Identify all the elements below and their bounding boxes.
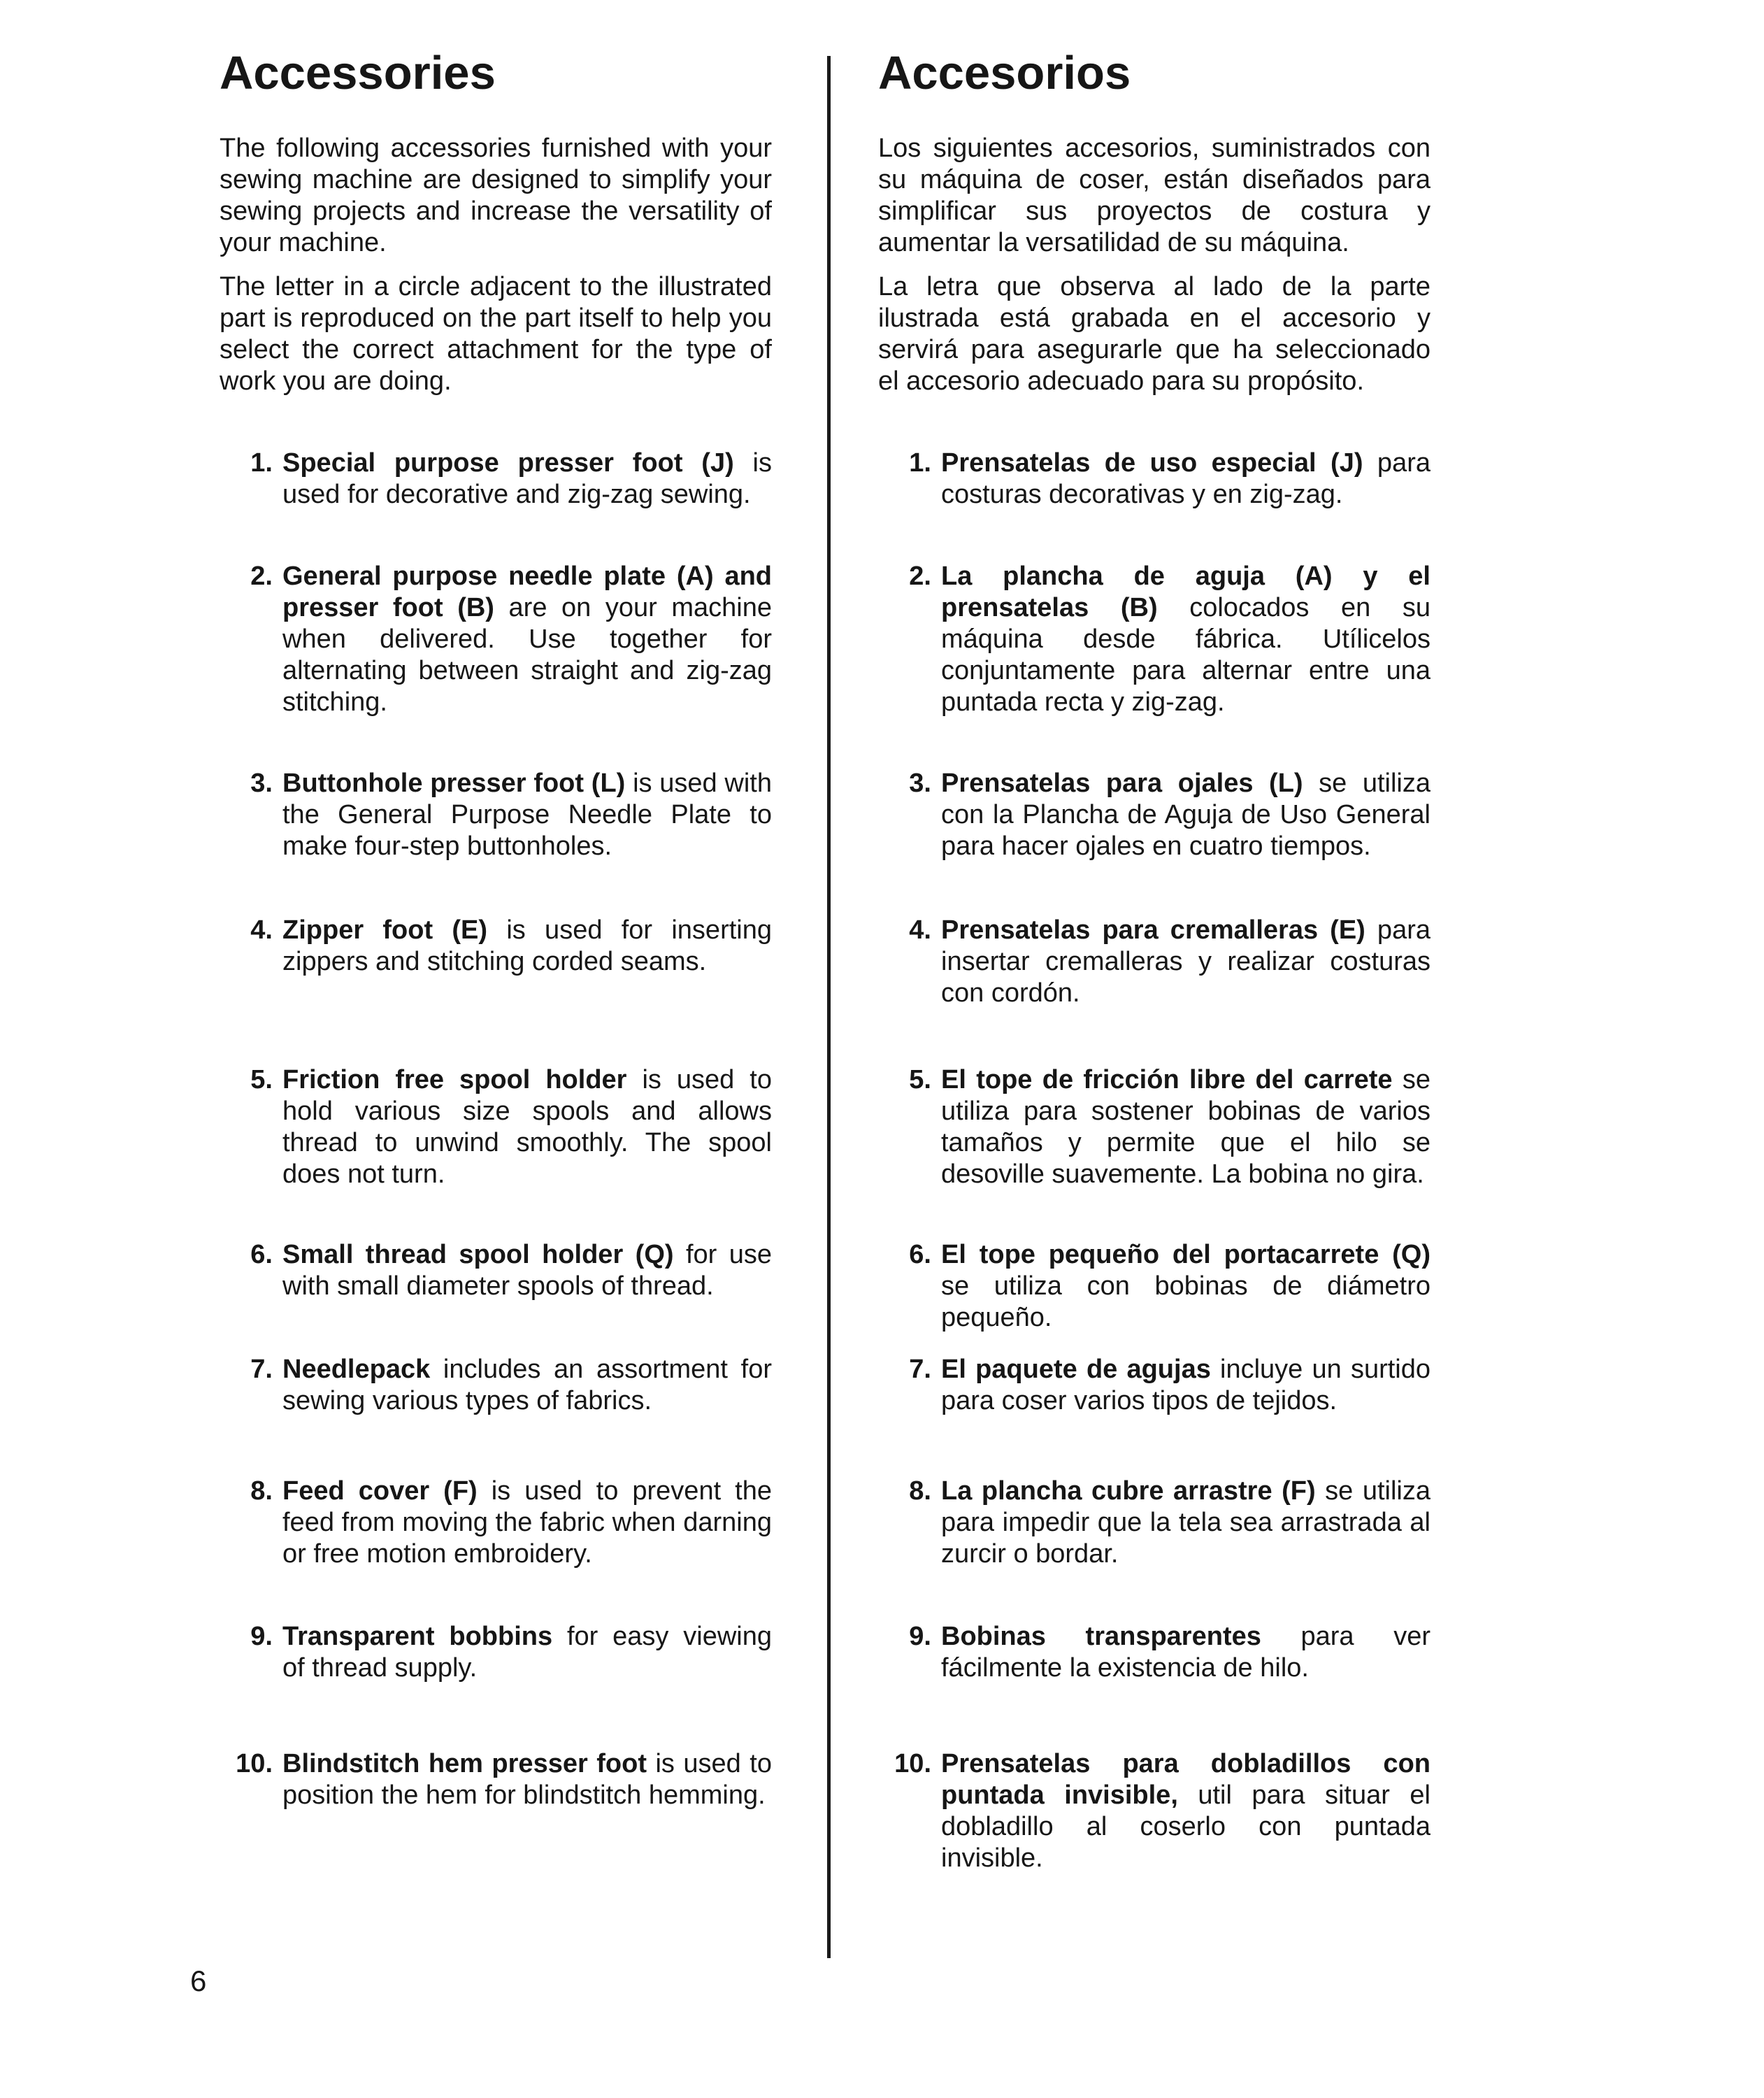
item-term: Needlepack bbox=[282, 1355, 431, 1384]
item-number: 7. bbox=[909, 1355, 931, 1384]
item-term: El tope de fricción libre del carrete bbox=[941, 1065, 1393, 1094]
item-description bbox=[931, 1064, 1430, 1190]
item-number: 7. bbox=[250, 1355, 273, 1384]
item-number: 9. bbox=[250, 1622, 273, 1651]
item-term: El tope pequeño del portacarrete (Q) bbox=[941, 1240, 1430, 1269]
item-description bbox=[931, 1476, 1430, 1570]
list-item bbox=[878, 1354, 1430, 1417]
item-term: Blindstitch hem presser foot bbox=[282, 1749, 647, 1778]
english-intro-paragraph: The following accessories furnished with your sewing machine are designed to simplify your sewing projects and increase the versatility of your machine. bbox=[220, 134, 772, 257]
spanish-heading: Accesorios bbox=[878, 47, 1131, 99]
item-term: La plancha cubre arrastre (F) bbox=[941, 1476, 1316, 1506]
item-description bbox=[273, 448, 772, 511]
item-term: Prensatelas para ojales (L) bbox=[941, 769, 1303, 798]
item-term: Transparent bobbins bbox=[282, 1622, 553, 1651]
item-description bbox=[273, 1239, 772, 1302]
item-number: 6. bbox=[250, 1240, 273, 1269]
item-description bbox=[931, 1354, 1430, 1417]
item-text: para ver fácilmente la existencia de hilo. bbox=[941, 1622, 1430, 1683]
list-item bbox=[220, 1239, 772, 1302]
item-number: 3. bbox=[909, 769, 931, 798]
list-item bbox=[878, 1476, 1430, 1570]
list-item bbox=[220, 915, 772, 978]
item-number: 4. bbox=[250, 915, 273, 945]
item-description bbox=[931, 561, 1430, 718]
list-item bbox=[878, 1064, 1430, 1190]
item-description bbox=[273, 915, 772, 978]
spanish-column bbox=[878, 42, 1430, 410]
item-description bbox=[273, 1064, 772, 1190]
item-number: 3. bbox=[250, 769, 273, 798]
list-item bbox=[220, 561, 772, 718]
list-item bbox=[220, 1748, 772, 1811]
item-text: is used for inserting zippers and stitching corded seams. bbox=[282, 915, 772, 976]
list-item bbox=[220, 1064, 772, 1190]
list-item bbox=[220, 1354, 772, 1417]
list-item bbox=[878, 1748, 1430, 1874]
item-term: Prensatelas de uso especial (J) bbox=[941, 448, 1363, 478]
item-description bbox=[931, 1239, 1430, 1334]
list-item bbox=[878, 1621, 1430, 1684]
item-description bbox=[273, 1621, 772, 1684]
item-text: for use with small diameter spools of thread. bbox=[282, 1240, 772, 1301]
item-text: se utiliza con la Plancha de Aguja de Uso General para hacer ojales en cuatro tiempos. bbox=[941, 769, 1430, 861]
list-item bbox=[878, 561, 1430, 718]
item-description bbox=[931, 448, 1430, 511]
item-text: se utiliza con bobinas de diámetro pequeño. bbox=[941, 1271, 1430, 1332]
item-term: Feed cover (F) bbox=[282, 1476, 478, 1506]
item-text: includes an assortment for sewing various types of fabrics. bbox=[282, 1355, 772, 1415]
item-term: La plancha de aguja (A) y el prensatelas (B) bbox=[941, 562, 1430, 622]
list-item bbox=[220, 1621, 772, 1684]
item-description bbox=[273, 1748, 772, 1811]
item-description bbox=[273, 768, 772, 862]
list-item bbox=[220, 448, 772, 511]
item-term: Special purpose presser foot (J) bbox=[282, 448, 734, 478]
item-text: is used to position the hem for blindstitch hemming. bbox=[282, 1749, 772, 1810]
item-text: colocados en su máquina desde fábrica. Utílicelos conjuntamente para alternar entre una puntada recta y zig-zag. bbox=[941, 593, 1430, 717]
item-description bbox=[931, 1621, 1430, 1684]
item-text: for easy viewing of thread supply. bbox=[282, 1622, 773, 1683]
spanish-intro-paragraph: La letra que observa al lado de la parte ilustrada está grabada en el accesorio y servirá para asegurarle que ha seleccionado el accesorio adecuado para su propósito. bbox=[878, 272, 1430, 396]
item-description bbox=[273, 1354, 772, 1417]
list-item bbox=[878, 1239, 1430, 1334]
list-item bbox=[878, 768, 1430, 862]
item-term: Prensatelas para dobladillos con puntada invisible, bbox=[941, 1749, 1430, 1810]
item-term: El paquete de agujas bbox=[941, 1355, 1211, 1384]
list-item bbox=[220, 1476, 772, 1570]
item-text: are on your machine when delivered. Use together for alternating between straight and zig-zag stitching. bbox=[282, 593, 772, 717]
item-number: 2. bbox=[909, 562, 931, 591]
item-number: 4. bbox=[909, 915, 931, 945]
item-number: 5. bbox=[250, 1065, 273, 1094]
item-number: 6. bbox=[909, 1240, 931, 1269]
item-number: 8. bbox=[250, 1476, 273, 1506]
item-number: 9. bbox=[909, 1622, 931, 1651]
item-term: Buttonhole presser foot (L) bbox=[282, 769, 626, 798]
item-term: Small thread spool holder (Q) bbox=[282, 1240, 674, 1269]
item-description bbox=[273, 561, 772, 718]
item-term: Friction free spool holder bbox=[282, 1065, 627, 1094]
item-description bbox=[273, 1476, 772, 1570]
item-term: General purpose needle plate (A) and presser foot (B) bbox=[282, 562, 772, 622]
item-text: incluye un surtido para coser varios tipos de tejidos. bbox=[941, 1355, 1430, 1415]
item-description bbox=[931, 768, 1430, 862]
item-number: 8. bbox=[909, 1476, 931, 1506]
page-number: 6 bbox=[190, 1964, 207, 1997]
item-text: se utiliza para sostener bobinas de varios tamaños y permite que el hilo se desoville suavemente. La bobina no gira. bbox=[941, 1065, 1430, 1189]
english-column bbox=[220, 42, 772, 410]
item-description bbox=[931, 1748, 1430, 1874]
item-term: Zipper foot (E) bbox=[282, 915, 488, 945]
item-text: is used to prevent the feed from moving the fabric when darning or free motion embroidery. bbox=[282, 1476, 772, 1569]
item-number: 1. bbox=[250, 448, 273, 478]
item-text: para insertar cremalleras y realizar costuras con cordón. bbox=[941, 915, 1430, 1008]
item-number: 10. bbox=[894, 1749, 931, 1778]
item-number: 10. bbox=[236, 1749, 273, 1778]
item-text: para costuras decorativas y en zig-zag. bbox=[941, 448, 1430, 509]
list-item bbox=[878, 448, 1430, 511]
item-number: 2. bbox=[250, 562, 273, 591]
item-description bbox=[931, 915, 1430, 1009]
item-term: Bobinas transparentes bbox=[941, 1622, 1261, 1651]
column-divider bbox=[827, 56, 831, 1958]
english-heading: Accessories bbox=[220, 47, 496, 99]
item-text: is used with the General Purpose Needle Plate to make four-step buttonholes. bbox=[282, 769, 772, 861]
item-text: is used for decorative and zig-zag sewing. bbox=[282, 448, 772, 509]
item-number: 1. bbox=[909, 448, 931, 478]
spanish-intro-paragraph: Los siguientes accesorios, suministrados con su máquina de coser, están diseñados para simplificar sus proyectos de costura y aumentar la versatilidad de su máquina. bbox=[878, 134, 1430, 257]
item-text: is used to hold various size spools and allows thread to unwind smoothly. The spool does not turn. bbox=[282, 1065, 772, 1189]
english-intro-paragraph: The letter in a circle adjacent to the illustrated part is reproduced on the part itself to help you select the correct attachment for the type of work you are doing. bbox=[220, 272, 772, 396]
item-number: 5. bbox=[909, 1065, 931, 1094]
item-text: se utiliza para impedir que la tela sea arrastrada al zurcir o bordar. bbox=[941, 1476, 1430, 1569]
item-term: Prensatelas para cremalleras (E) bbox=[941, 915, 1365, 945]
item-text: util para situar el dobladillo al coserlo con puntada invisible. bbox=[941, 1781, 1430, 1873]
list-item bbox=[220, 768, 772, 862]
list-item bbox=[878, 915, 1430, 1009]
